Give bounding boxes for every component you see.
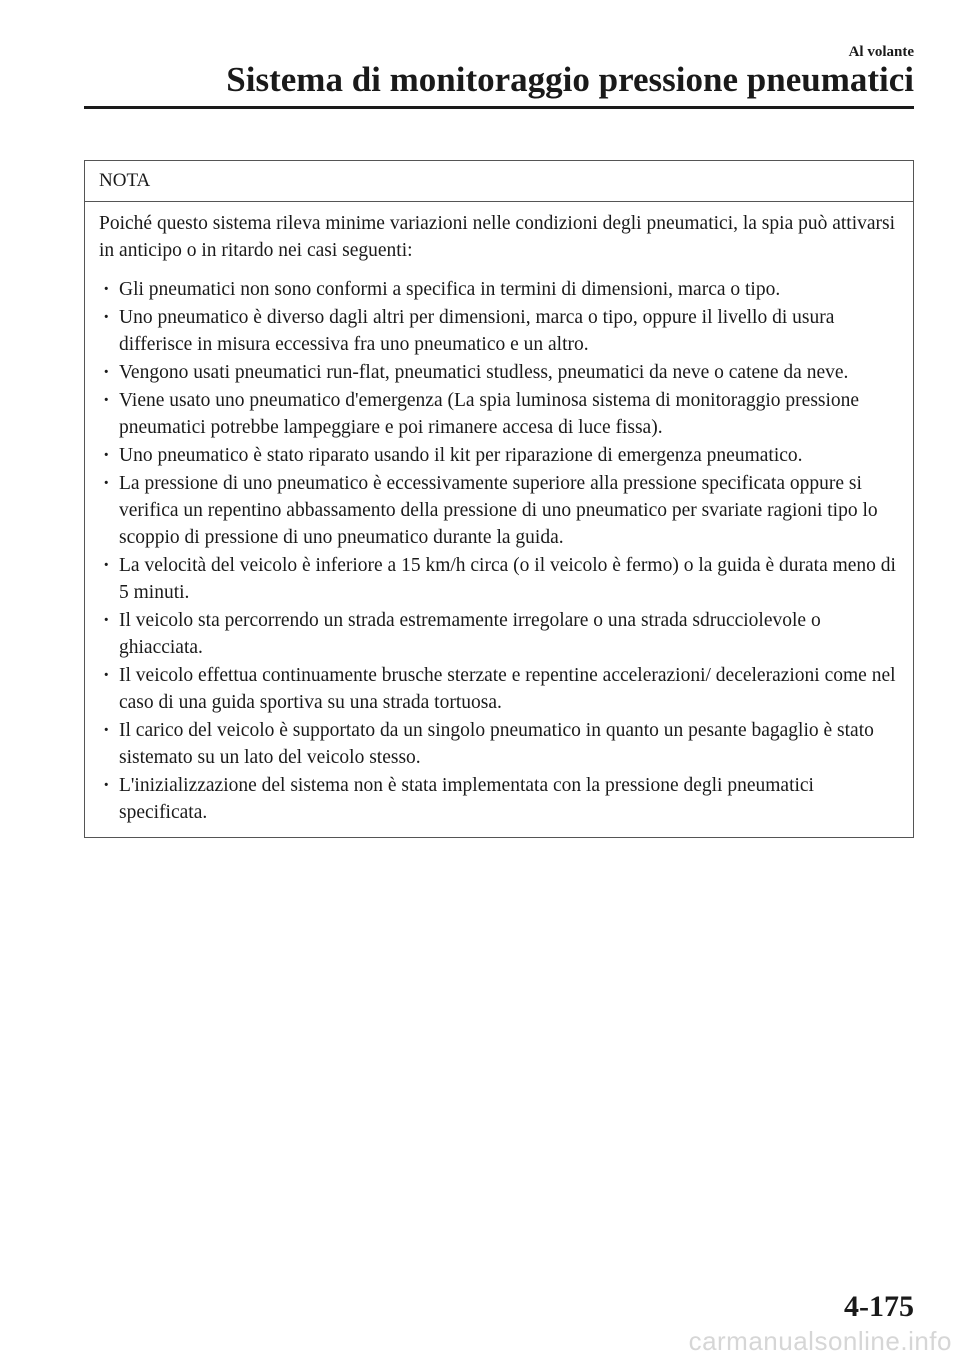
list-item — [99, 717, 899, 771]
bullet-icon: · — [103, 279, 110, 300]
list-item — [99, 387, 899, 441]
page-title: Sistema di monitoraggio pressione pneumatici — [226, 60, 914, 99]
list-item-text: Il veicolo sta percorrendo un strada estremamente irregolare o una strada sdrucciolevole o ghiacciata. — [119, 610, 821, 658]
note-list — [99, 276, 899, 826]
list-item — [99, 772, 899, 826]
bullet-icon: · — [103, 362, 110, 383]
list-item — [99, 607, 899, 661]
bullet-icon: · — [103, 720, 110, 741]
note-body — [85, 202, 913, 837]
watermark: carmanualsonline.info — [688, 1326, 952, 1356]
bullet-icon: · — [103, 665, 110, 686]
list-item — [99, 442, 899, 469]
list-item-text: Uno pneumatico è stato riparato usando il kit per riparazione di emergenza pneumatico. — [119, 445, 803, 466]
bullet-icon: · — [103, 473, 110, 494]
list-item-text: La velocità del veicolo è inferiore a 15 km/h circa (o il veicolo è fermo) o la guida è durata meno di 5 minuti. — [119, 555, 896, 603]
list-item — [99, 359, 899, 386]
header-divider — [84, 106, 914, 109]
note-intro: Poiché questo sistema rileva minime variazioni nelle condizioni degli pneumatici, la spia può attivarsi in anticipo o in ritardo nei casi seguenti: — [99, 213, 896, 261]
list-item-text: Vengono usati pneumatici run-flat, pneumatici studless, pneumatici da neve o catene da neve. — [119, 362, 849, 383]
list-item-text: L'inizializzazione del sistema non è stata implementata con la pressione degli pneumatici specificata. — [119, 775, 814, 823]
section-label: Al volante — [848, 44, 914, 60]
bullet-icon: · — [103, 445, 110, 466]
bullet-icon: · — [103, 307, 110, 328]
list-item-text: La pressione di uno pneumatico è eccessivamente superiore alla pressione specificata oppure si verifica un repentino abbassamento della pressione di uno pneumatico per svariate ragioni tipo lo scoppio di pressione di uno pneumatico durante la guida. — [119, 473, 878, 548]
bullet-icon: · — [103, 390, 110, 411]
list-item — [99, 304, 899, 358]
note-box — [84, 160, 914, 838]
note-heading: NOTA — [85, 161, 913, 202]
bullet-icon: · — [103, 555, 110, 576]
list-item-text: Il carico del veicolo è supportato da un singolo pneumatico in quanto un pesante bagaglio è stato sistemato su un lato del veicolo stesso. — [119, 720, 874, 768]
bullet-icon: · — [103, 610, 110, 631]
list-item-text: Uno pneumatico è diverso dagli altri per dimensioni, marca o tipo, oppure il livello di usura differisce in misura eccessiva fra uno pneumatico e un altro. — [119, 307, 835, 355]
list-item-text: Gli pneumatici non sono conformi a specifica in termini di dimensioni, marca o tipo. — [119, 279, 781, 300]
page-number: 4-175 — [844, 1290, 914, 1323]
list-item — [99, 662, 899, 716]
list-item — [99, 276, 899, 303]
list-item — [99, 470, 899, 551]
list-item-text: Viene usato uno pneumatico d'emergenza (La spia luminosa sistema di monitoraggio pressione pneumatici potrebbe lampeggiare e poi rimanere accesa di luce fissa). — [119, 390, 860, 438]
bullet-icon: · — [103, 775, 110, 796]
list-item — [99, 552, 899, 606]
list-item-text: Il veicolo effettua continuamente brusche sterzate e repentine accelerazioni/ decelerazioni come nel caso di una guida sportiva su una strada tortuosa. — [119, 665, 896, 713]
